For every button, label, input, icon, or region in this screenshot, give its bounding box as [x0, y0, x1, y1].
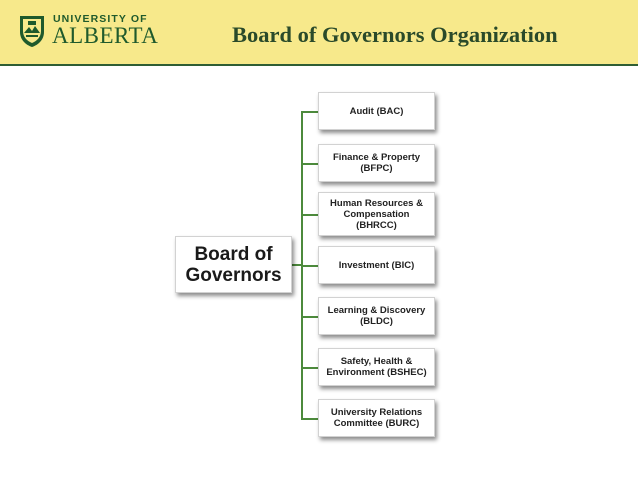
board-of-governors-node: Board of Governors [175, 236, 292, 293]
connector-branch-safety [301, 367, 318, 369]
connector-branch-hr [301, 214, 318, 216]
university-logo [18, 12, 159, 50]
connector-branch-finance [301, 163, 318, 165]
committee-audit-node: Audit (BAC) [318, 92, 435, 130]
crest-icon [18, 14, 46, 48]
committee-hr-node: Human Resources & Compensation (BHRCC) [318, 192, 435, 236]
page-title: Board of Governors Organization [232, 22, 558, 47]
committee-safety-node: Safety, Health & Environment (BSHEC) [318, 348, 435, 386]
committee-finance-node: Finance & Property (BFPC) [318, 144, 435, 182]
connector-branch-learning [301, 316, 318, 318]
connector-branch-audit [301, 111, 318, 113]
logo-wordmark-bottom: ALBERTA [52, 23, 159, 48]
logo-wordmark-top: UNIVERSITY OF [53, 13, 148, 25]
header-divider [0, 64, 638, 66]
connector-branch-relations [301, 418, 318, 420]
committee-investment-node: Investment (BIC) [318, 246, 435, 284]
committee-learning-node: Learning & Discovery (BLDC) [318, 297, 435, 335]
committee-relations-node: University Relations Committee (BURC) [318, 399, 435, 437]
connector-branch-investment [301, 265, 318, 267]
